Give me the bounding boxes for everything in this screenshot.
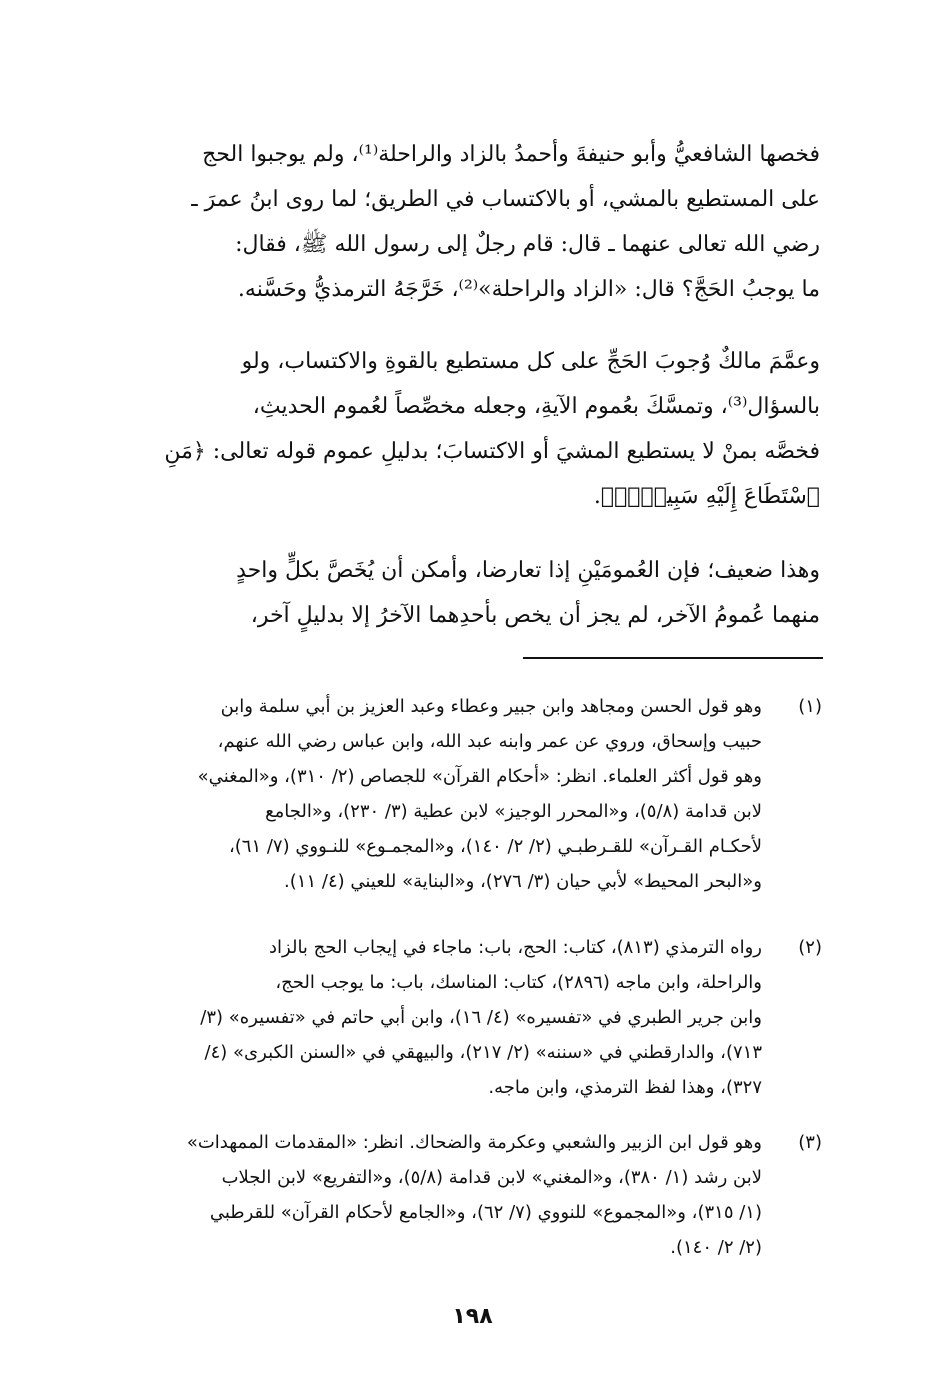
text-line: فخصها الشافعيُّ وأبو حنيفةَ وأحمدُ بالزاد والراحلة⁽¹⁾، ولم يوجبوا الحج: [202, 142, 820, 167]
text-line: وهذا ضعيف؛ فإن العُمومَيْنِ إذا تعارضا، وأمكن أن يُخَصَّ بكلٍّ واحدٍ: [236, 558, 820, 583]
footnote-line: وهو قول الحسن ومجاهد وابن جبير وعطاء وعبد العزيز بن أبي سلمة وابن: [220, 696, 762, 717]
text-line: على المستطيع بالمشي، أو بالاكتساب في الطريق؛ لما روى ابنُ عمرَ ـ: [191, 187, 820, 212]
quran-verse-line: ٱسْتَطَاعَ إِلَيْهِ سَبِيلًاۚ﴾.: [593, 484, 820, 509]
footnote: [100, 930, 822, 1105]
footnote-text: [100, 689, 762, 899]
page-number: ١٩٨: [452, 1304, 493, 1329]
footnote-line: وابن جرير الطبري في «تفسيره» (٤/ ١٦)، وابن أبي حاتم في «تفسيره» (٣/: [200, 1007, 762, 1028]
footnote-line: وهو قول أكثر العلماء. انظر: «أحكام القرآن» للجصاص (٢/ ٣١٠)، و«المغني»: [197, 766, 762, 787]
body-paragraph: [100, 548, 820, 638]
footnote-line: رواه الترمذي (٨١٣)، كتاب: الحج، باب: ماجاء في إيجاب الحج بالزاد: [269, 937, 762, 958]
text-line: رضي الله تعالى عنهما ـ قال: قام رجلٌ إلى رسول الله ﷺ، فقال:: [235, 232, 820, 257]
footnote-line: ٣٢٧)، وهذا لفظ الترمذي، وابن ماجه.: [488, 1077, 762, 1098]
footnote-line: (١/ ٣١٥)، و«المجموع» للنووي (٧/ ٦٢)، و«الجامع لأحكام القرآن» للقرطبي: [209, 1202, 762, 1223]
body-paragraph: [100, 339, 820, 519]
footnote-text: [100, 1125, 762, 1265]
footnote-text: [100, 930, 762, 1105]
footnote-number: (٢): [798, 937, 822, 958]
footnote-line: لابن قدامة (٥/٨)، و«المحرر الوجيز» لابن عطية (٣/ ٢٣٠)، و«الجامع: [265, 801, 762, 822]
footnote-line: لابن رشد (١/ ٣٨٠)، و«المغني» لابن قدامة (٥/٨)، و«التفريع» لابن الجلاب: [221, 1167, 762, 1188]
footnote: [100, 1125, 822, 1265]
footnote: [100, 689, 822, 899]
footnote-line: وهو قول ابن الزبير والشعبي وعكرمة والضحاك. انظر: «المقدمات الممهدات»: [186, 1132, 762, 1153]
text-line: فخصَّه بمنْ لا يستطيع المشيَ أو الاكتسابَ؛ بدليلِ عموم قوله تعالى: ﴿مَنِ: [164, 439, 820, 464]
footnote-line: لأحكـام القـرآن» للقـرطبـي (٢/ ٢/ ١٤٠)، و«المجمـوع» للنـووي (٧/ ٦١)،: [228, 836, 762, 857]
text-line: ما يوجبُ الحَجَّ؟ قال: «الزاد والراحلة»⁽²⁾، خَرَّجَهُ الترمذيُّ وحَسَّنه.: [237, 277, 820, 302]
text-line: بالسؤال⁽³⁾، وتمسَّكَ بعُموم الآيةِ، وجعله مخصِّصاً لعُموم الحديثِ،: [252, 394, 820, 419]
footnote-separator: [523, 657, 823, 659]
footnote-number: (١): [798, 696, 822, 717]
body-paragraph: [100, 132, 820, 312]
text-line: منهما عُمومُ الآخر، لم يجز أن يخص بأحدِهما الآخرُ إلا بدليلٍ آخر،: [250, 603, 820, 628]
footnote-line: (٢/ ٢/ ١٤٠).: [670, 1237, 762, 1258]
text-line: وعمَّمَ مالكٌ وُجوبَ الحَجِّ على كل مستطيع بالقوةِ والاكتساب، ولو: [241, 349, 820, 374]
footnote-line: حبيب وإسحاق، وروي عن عمر وابنه عبد الله، وابن عباس رضي الله عنهم،: [217, 731, 762, 752]
footnote-line: والراحلة، وابن ماجه (٢٨٩٦)، كتاب: المناسك، باب: ما يوجب الحج،: [275, 972, 762, 993]
footnote-number: (٣): [798, 1132, 822, 1153]
footnote-line: ٧١٣)، والدارقطني في «سننه» (٢/ ٢١٧)، والبيهقي في «السنن الكبرى» (٤/: [204, 1042, 762, 1063]
footnote-line: و«البحر المحيط» لأبي حيان (٣/ ٢٧٦)، و«البناية» للعيني (٤/ ١١).: [284, 871, 762, 892]
